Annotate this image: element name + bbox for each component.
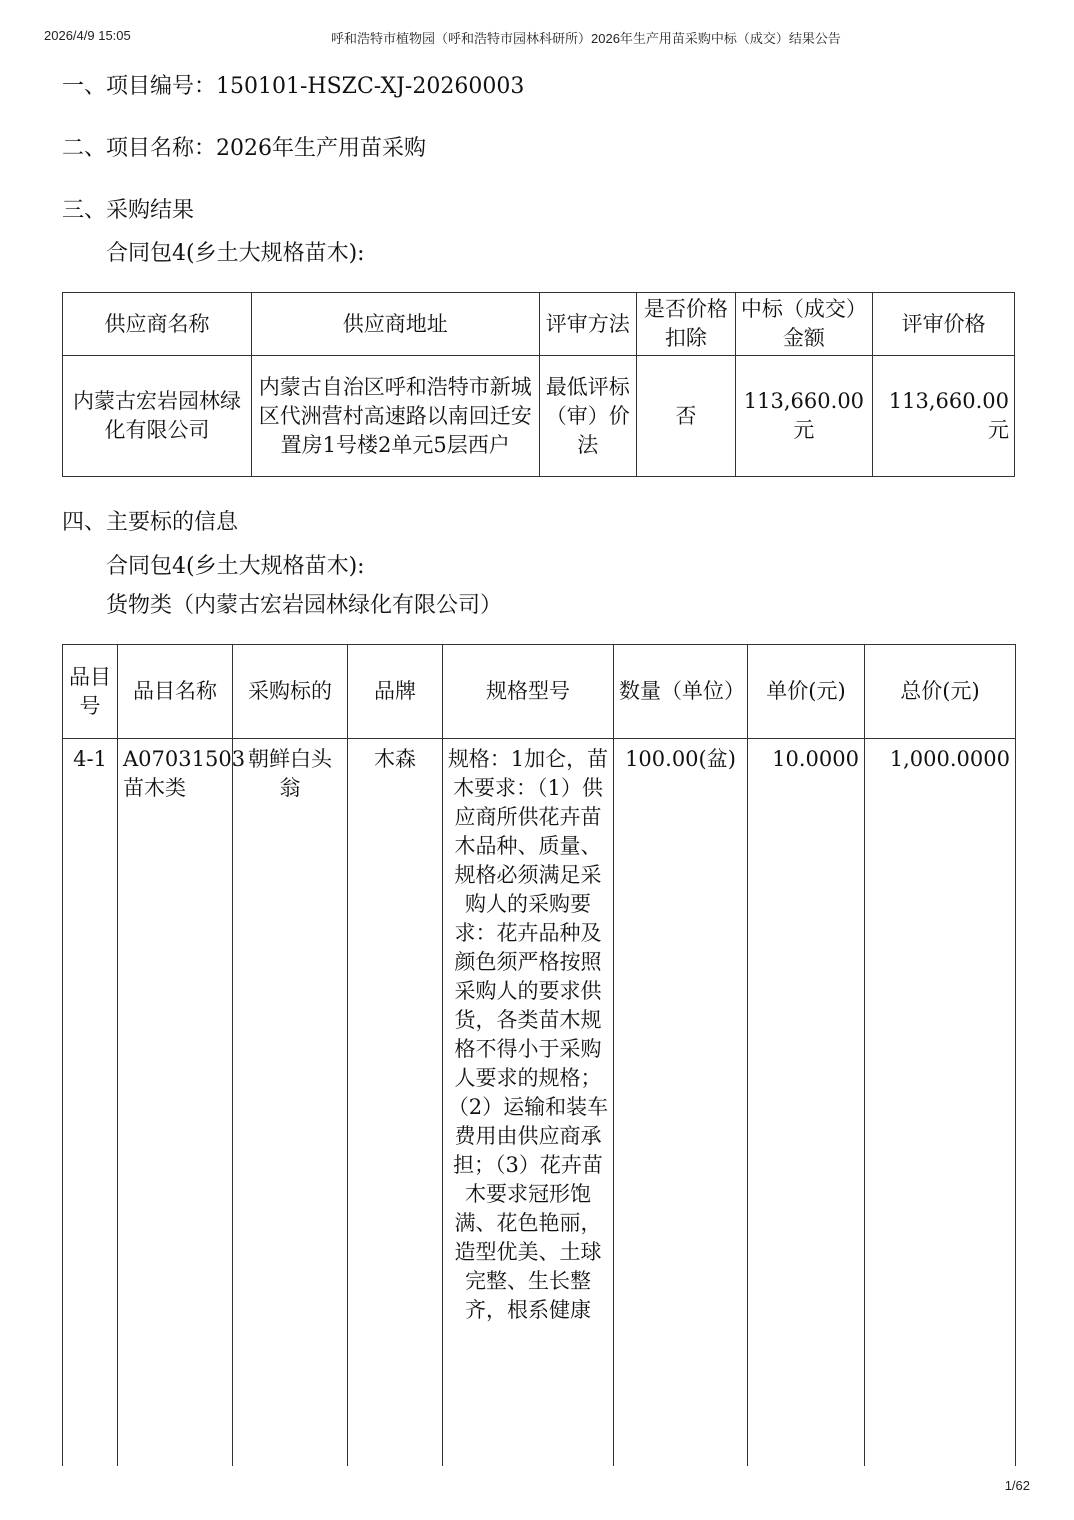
- price-deduction: 否: [637, 356, 736, 477]
- review-price: 113,660.00元: [873, 356, 1015, 477]
- item-brand: 木森: [374, 747, 416, 771]
- col-review-price: 评审价格: [873, 293, 1015, 356]
- section-main-item-info: 四、主要标的信息: [62, 510, 239, 535]
- col-item-name: 品目名称: [118, 645, 233, 739]
- item-spec: 规格：1加仑，苗木要求：（1）供应商所供花卉苗木品种、质量、规格必须满足采购人的采购要求：花卉品种及颜色须严格按照采购人的要求供货，各类苗木规格不得小于采购人要求的规格；（2）运输和装车费用由供应商承担；（3）花卉苗木要求冠形饱满、花色艳丽，造型优美、土球完整、生长整齐，根系健康: [447, 747, 609, 1322]
- table-header-row: [63, 293, 1015, 356]
- award-amount: 113,660.00元: [735, 356, 873, 477]
- item-category: A07031503 苗木类: [123, 747, 246, 800]
- table-row: [63, 356, 1015, 477]
- document-header-title: 呼和浩特市植物园（呼和浩特市园林科研所）2026年生产用苗采购中标（成交）结果公告: [331, 31, 841, 46]
- supplier-name: 内蒙古宏岩园林绿化有限公司: [63, 356, 252, 477]
- contract-package-label-2: 合同包4(乡土大规格苗木):: [106, 554, 365, 579]
- print-datetime: 2026/4/9 15:05: [44, 28, 131, 43]
- procurement-result-table: [62, 292, 1015, 477]
- col-brand: 品牌: [348, 645, 443, 739]
- col-target: 采购标的: [233, 645, 348, 739]
- goods-type-label: 货物类（内蒙古宏岩园林绿化有限公司）: [106, 593, 503, 618]
- col-total-price: 总价(元): [865, 645, 1016, 739]
- review-method: 最低评标（审）价法: [539, 356, 637, 477]
- col-price-deduction: 是否价格扣除: [637, 293, 736, 356]
- item-no: 4-1: [73, 747, 107, 771]
- supplier-address: 内蒙古自治区呼和浩特市新城区代洲营村高速路以南回迁安置房1号楼2单元5层西户: [251, 356, 539, 477]
- col-supplier-address: 供应商地址: [251, 293, 539, 356]
- project-number: 一、项目编号：150101-HSZC-XJ-20260003: [62, 74, 525, 99]
- page-number: 1/62: [1004, 1478, 1030, 1493]
- table-row: [63, 739, 1016, 1467]
- item-quantity: 100.00(盆): [625, 747, 736, 771]
- item-unit-price: 10.0000: [772, 747, 859, 771]
- section-procurement-result: 三、采购结果: [62, 198, 195, 223]
- col-review-method: 评审方法: [539, 293, 637, 356]
- item-info-table: [62, 644, 1016, 1466]
- col-item-no: 品目号: [63, 645, 118, 739]
- col-supplier-name: 供应商名称: [63, 293, 252, 356]
- contract-package-label: 合同包4(乡土大规格苗木):: [106, 241, 365, 266]
- item-target: 朝鲜白头翁: [248, 747, 332, 800]
- table-header-row: [63, 645, 1016, 739]
- item-total-price: 1,000.0000: [889, 747, 1010, 771]
- col-unit-price: 单价(元): [748, 645, 865, 739]
- col-award-amount: 中标（成交）金额: [735, 293, 873, 356]
- col-spec: 规格型号: [443, 645, 614, 739]
- col-quantity: 数量（单位）: [614, 645, 748, 739]
- project-name: 二、项目名称：2026年生产用苗采购: [62, 136, 426, 161]
